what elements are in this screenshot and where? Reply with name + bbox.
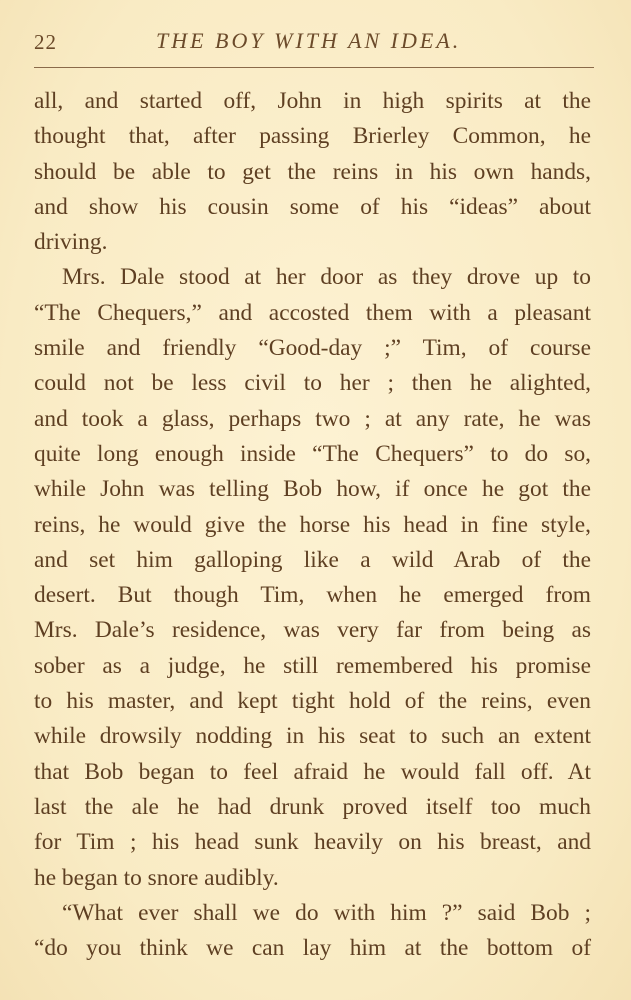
text-line: last the ale he had drunk proved itself too much xyxy=(34,793,591,820)
text-line: Mrs. Dale stood at her door as they drove up to xyxy=(62,264,591,291)
body-text xyxy=(34,84,591,966)
text-line: desert. But though Tim, when he emerged from xyxy=(34,582,591,609)
text-line: quite long enough inside “The Chequers” to do so, xyxy=(34,440,591,467)
text-line: and set him galloping like a wild Arab of the xyxy=(34,546,591,573)
page-number: 22 xyxy=(34,30,57,54)
text-line: and took a glass, perhaps two ; at any rate, he was xyxy=(34,405,591,432)
text-line: thought that, after passing Brierley Common, he xyxy=(34,123,591,150)
text-line: Mrs. Dale’s residence, was very far from being as xyxy=(34,617,591,644)
text-line: driving. xyxy=(34,229,108,256)
text-line: should be able to get the reins in his own hands, xyxy=(34,158,591,185)
text-line: to his master, and kept tight hold of the reins, even xyxy=(34,688,591,715)
text-line: smile and friendly “Good-day ;” Tim, of course xyxy=(34,335,591,362)
text-line: sober as a judge, he still remembered his promise xyxy=(34,652,591,679)
text-line: “What ever shall we do with him ?” said Bob ; xyxy=(62,899,591,926)
text-line: reins, he would give the horse his head in fine style, xyxy=(34,511,591,538)
page-header xyxy=(34,28,594,58)
text-line: could not be less civil to her ; then he alighted, xyxy=(34,370,591,397)
text-line: “do you think we can lay him at the bottom of xyxy=(34,935,591,962)
text-line: “The Chequers,” and accosted them with a pleasant xyxy=(34,299,591,326)
text-line: all, and started off, John in high spirits at the xyxy=(34,88,591,114)
text-line: while John was telling Bob how, if once he got the xyxy=(34,476,591,503)
text-line: and show his cousin some of his “ideas” about xyxy=(34,193,591,220)
running-title: THE BOY WITH AN IDEA. xyxy=(156,28,462,53)
header-rule xyxy=(34,67,594,68)
text-line: he began to snore audibly. xyxy=(34,864,279,891)
text-line: for Tim ; his head sunk heavily on his breast, and xyxy=(34,829,591,856)
text-line: that Bob began to feel afraid he would fall off. At xyxy=(34,758,591,785)
text-line: while drowsily nodding in his seat to such an extent xyxy=(34,723,591,750)
